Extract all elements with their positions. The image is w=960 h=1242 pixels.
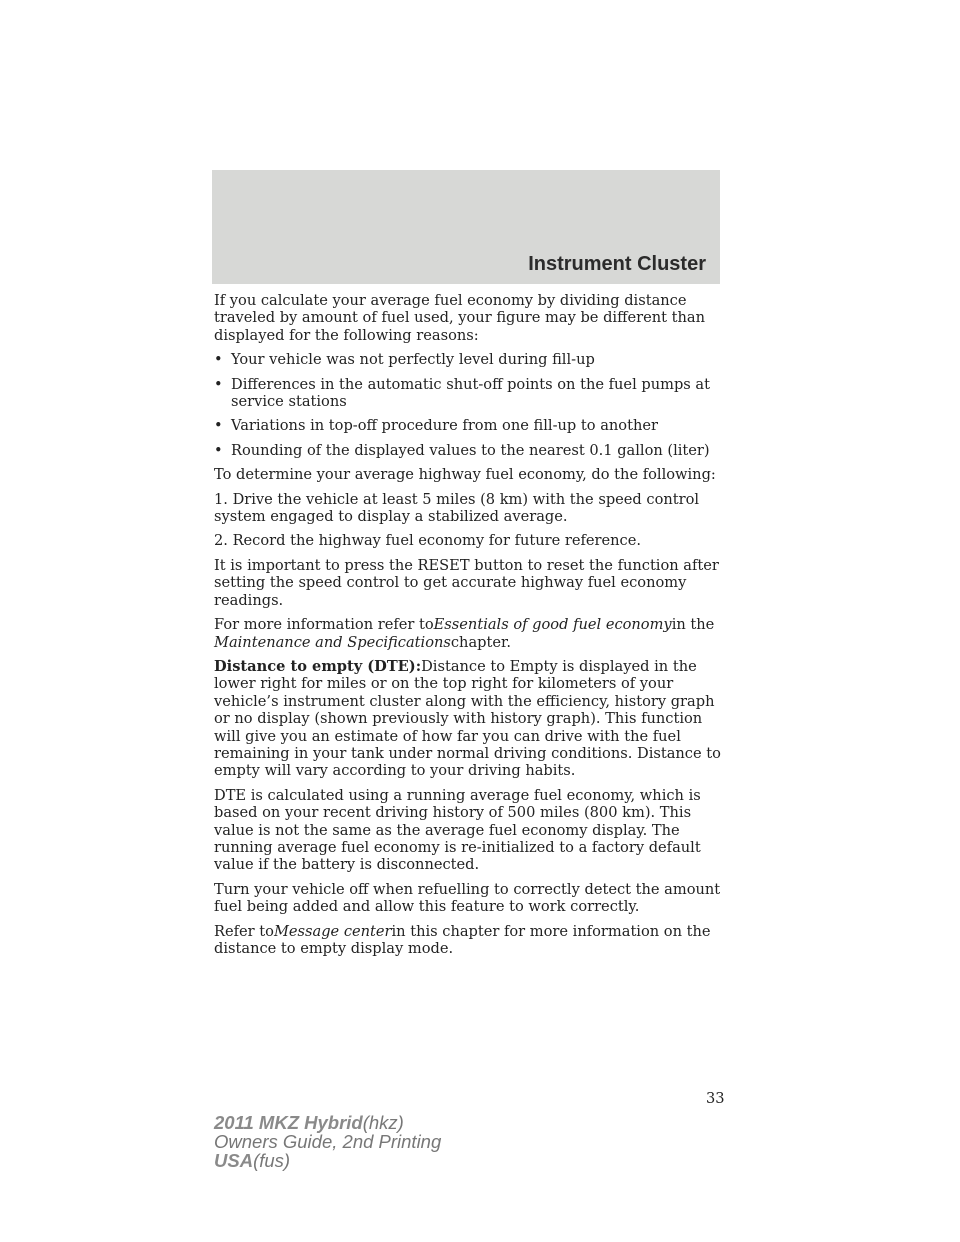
page-body	[214, 292, 724, 964]
footer-market-code: (fus)	[253, 1150, 291, 1171]
highway-intro-paragraph: To determine your average highway fuel economy, do the following:	[214, 466, 716, 484]
section-header-banner	[212, 170, 720, 284]
bullet-text: Rounding of the displayed values to the nearest 0.1 gallon (liter)	[231, 441, 710, 459]
more-info-prefix: For more information refer to	[214, 616, 434, 634]
bullet-text: Your vehicle was not perfectly level during fill-up	[231, 351, 595, 369]
more-info-paragraph	[214, 616, 724, 651]
step-1-paragraph: 1. Drive the vehicle at least 5 miles (8 km) with the speed control system engaged to display a stabilized average.	[214, 490, 700, 526]
page-number: 33	[706, 1090, 725, 1107]
bullet-dot-icon: •	[214, 417, 223, 435]
maintenance-reference: Maintenance and Specifications	[214, 633, 451, 651]
footer-line-3	[214, 1151, 441, 1170]
refuel-paragraph: Turn your vehicle off when refuelling to correctly detect the amount fuel being added and allow this feature to work correctly.	[214, 880, 721, 916]
section-title: Instrument Cluster	[528, 253, 706, 275]
dte-label: Distance to empty (DTE):	[214, 657, 422, 675]
dte-text: Distance to Empty is displayed in the lower right for miles or on the top right for kilometers of your vehicle’s instrument cluster along with the efficiency, history graph or no display (shown previously with history graph). This function will give you an estimate of how far you can drive with the fuel remaining in your tank under normal driving conditions. Distance to empty will vary according to your driving habits.	[214, 657, 721, 780]
more-info-middle: in the	[671, 616, 715, 634]
bullet-item	[214, 442, 724, 459]
more-info-suffix: chapter.	[450, 633, 512, 651]
fuel-economy-reference: Essentials of good fuel economy	[433, 616, 672, 634]
dte-paragraph	[214, 658, 724, 780]
dte-calc-paragraph: DTE is calculated using a running average fuel economy, which is based on your recent driving history of 500 miles (800 km). This value is not the same as the average fuel economy display. The running average fuel economy is re-initialized to a factory default value if the battery is disconnected.	[214, 786, 701, 874]
refer-suffix: in this chapter for more information on the distance to empty display mode.	[214, 922, 711, 957]
footer-line-1	[214, 1113, 441, 1132]
footer-model-code: (hkz)	[362, 1112, 404, 1133]
refer-paragraph	[214, 923, 724, 958]
bullet-dot-icon: •	[214, 441, 223, 459]
step-2-paragraph: 2. Record the highway fuel economy for future reference.	[214, 532, 642, 550]
footer-model: 2011 MKZ Hybrid	[214, 1112, 363, 1133]
reset-note-paragraph: It is important to press the RESET button to reset the function after setting the speed control to get accurate highway fuel economy readings.	[214, 556, 719, 609]
bullet-text: Differences in the automatic shut-off points on the fuel pumps at service stations	[231, 375, 710, 411]
print-footer	[214, 1113, 441, 1170]
bullet-item	[214, 376, 724, 411]
footer-line-2: Owners Guide, 2nd Printing	[214, 1131, 442, 1152]
message-center-reference: Message center	[273, 922, 392, 940]
bullet-dot-icon: •	[214, 375, 223, 393]
bullet-item	[214, 417, 724, 434]
footer-market: USA	[214, 1150, 254, 1171]
refer-prefix: Refer to	[214, 922, 274, 940]
intro-paragraph: If you calculate your average fuel economy by dividing distance traveled by amount of fuel used, your figure may be different than displayed for the following reasons:	[214, 292, 705, 344]
bullet-dot-icon: •	[214, 351, 223, 369]
bullet-item	[214, 351, 724, 368]
bullet-text: Variations in top-off procedure from one fill-up to another	[231, 417, 658, 435]
